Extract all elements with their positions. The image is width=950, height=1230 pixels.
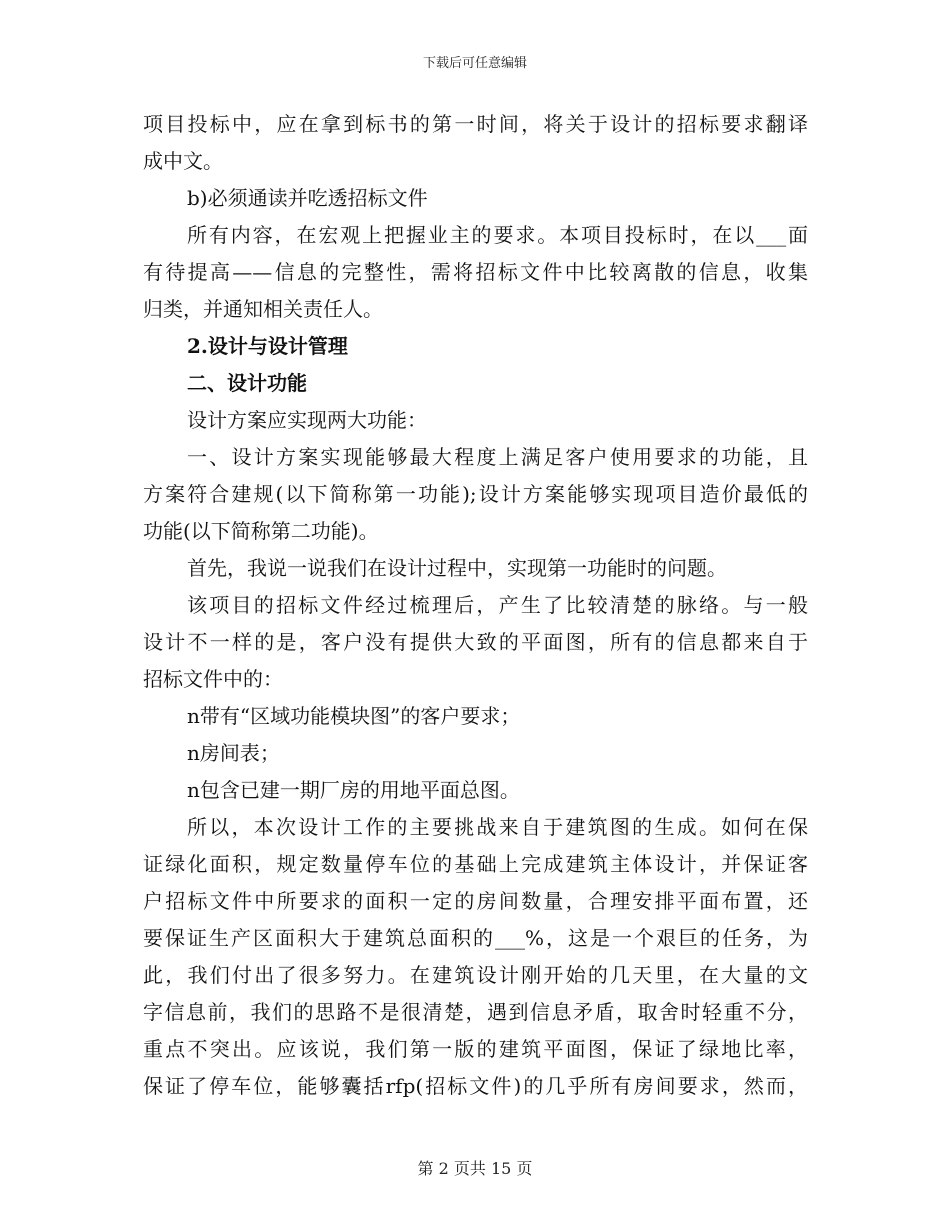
section-heading: 2.设计与设计管理 xyxy=(187,334,348,358)
body-line: 有待提高——信息的完整性，需将招标文件中比较离散的信息，收集 xyxy=(143,260,808,284)
page-header: 下载后可任意编辑 xyxy=(422,56,527,71)
body-line: 成中文。 xyxy=(143,149,223,173)
body-line: 证绿化面积，规定数量停车位的基础上完成建筑主体设计，并保证客 xyxy=(143,852,808,876)
body-line: 字信息前，我们的思路不是很清楚，遇到信息矛盾，取舍时轻重不分， xyxy=(143,1000,808,1024)
body-line: 招标文件中的： xyxy=(143,667,283,691)
body-line: 重点不突出。应该说，我们第一版的建筑平面图，保证了绿地比率， xyxy=(143,1037,808,1061)
body-line: 所有内容，在宏观上把握业主的要求。本项目投标时，在以___面 xyxy=(187,223,808,247)
body-line: 一、设计方案实现能够最大程度上满足客户使用要求的功能，且 xyxy=(187,445,808,469)
body-line: 方案符合建规(以下简称第一功能);设计方案能够实现项目造价最低的 xyxy=(143,482,808,506)
body-line: 设计不一样的是，客户没有提供大致的平面图，所有的信息都来自于 xyxy=(143,630,808,654)
body-line: 保证了停车位，能够囊括rfp(招标文件)的几乎所有房间要求，然而， xyxy=(143,1074,808,1098)
body-line: 首先，我说一说我们在设计过程中，实现第一功能时的问题。 xyxy=(187,556,727,580)
list-item: n房间表； xyxy=(187,741,280,765)
body-line: 此，我们付出了很多努力。在建筑设计刚开始的几天里，在大量的文 xyxy=(143,963,808,987)
body-line: 要保证生产区面积大于建筑总面积的___%，这是一个艰巨的任务，为 xyxy=(143,926,808,950)
body-line: 该项目的招标文件经过梳理后，产生了比较清楚的脉络。与一般 xyxy=(187,593,808,617)
section-heading: 二、设计功能 xyxy=(187,371,307,395)
body-line: 所以，本次设计工作的主要挑战来自于建筑图的生成。如何在保 xyxy=(187,815,808,839)
body-line: 户招标文件中所要求的面积一定的房间数量，合理安排平面布置，还 xyxy=(143,889,808,913)
body-line: 项目投标中，应在拿到标书的第一时间，将关于设计的招标要求翻译 xyxy=(143,112,808,136)
list-item: n带有“区域功能模块图”的客户要求； xyxy=(187,704,521,728)
body-line: 功能(以下简称第二功能)。 xyxy=(143,519,379,543)
list-item: n包含已建一期厂房的用地平面总图。 xyxy=(187,778,520,802)
document-body xyxy=(143,106,808,1105)
body-line: b)必须通读并吃透招标文件 xyxy=(187,186,428,210)
body-line: 归类，并通知相关责任人。 xyxy=(143,297,383,321)
body-line: 设计方案应实现两大功能： xyxy=(187,408,427,432)
page-footer: 第 2 页共 15 页 xyxy=(417,1159,533,1178)
